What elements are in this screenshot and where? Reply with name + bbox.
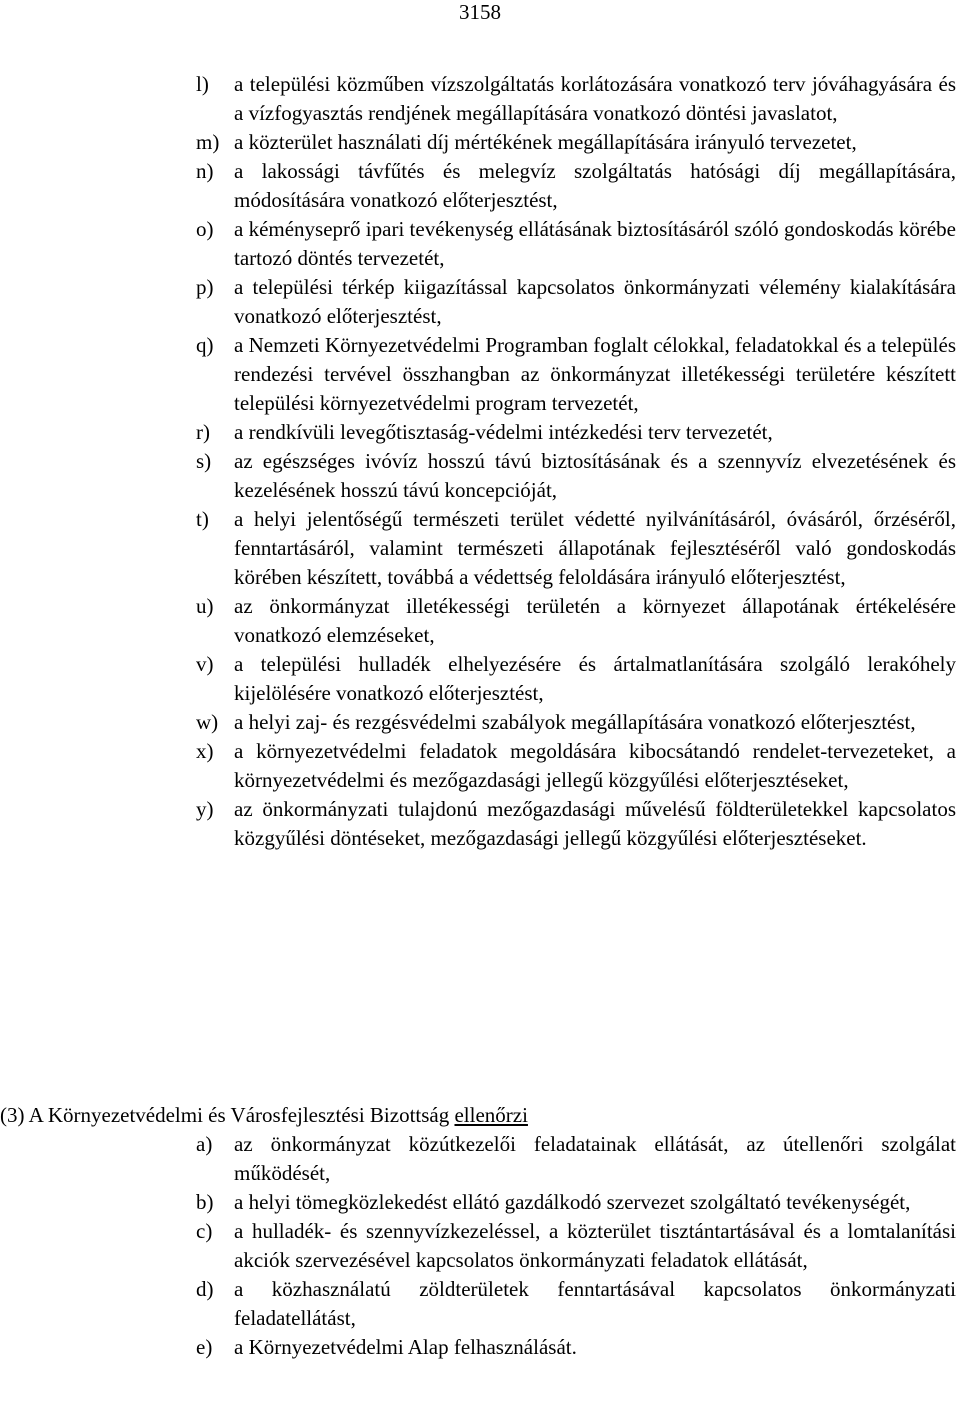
list-oversight: [0, 1130, 960, 1362]
list-item-marker: l): [196, 72, 209, 96]
list-item-text: a rendkívüli levegőtisztaság-védelmi intézkedési terv tervezetét,: [234, 420, 773, 444]
list-item: [0, 273, 960, 331]
list-item-marker: x): [196, 739, 214, 763]
list-item-text: a közhasználatú zöldterületek fenntartásával kapcsolatos önkormányzati feladatellátást,: [234, 1277, 956, 1330]
list-item-text: a Környezetvédelmi Alap felhasználását.: [234, 1335, 577, 1359]
list-item-marker: p): [196, 275, 214, 299]
list-item: [0, 128, 960, 157]
list-item: [0, 1188, 960, 1217]
list-item-marker: q): [196, 333, 214, 357]
list-item-text: a hulladék- és szennyvízkezeléssel, a közterület tisztántartásával és a lomtalanítási akciók szervezésével kapcsolatos önkormányzati feladatok ellátását,: [234, 1219, 956, 1272]
list-item-text: a kéményseprő ipari tevékenység ellátásának biztosításáról szóló gondoskodás körébe tartozó döntés tervezetét,: [234, 217, 956, 270]
list-item-marker: a): [196, 1132, 213, 1156]
list-item-text: a helyi tömegközlekedést ellátó gazdálkodó szervezet szolgáltató tevékenységét,: [234, 1190, 911, 1214]
list-item-marker: m): [196, 130, 220, 154]
list-item-marker: c): [196, 1219, 213, 1243]
list-item-text: a települési térkép kiigazítással kapcsolatos önkormányzati vélemény kialakítására vonatkozó előterjesztést,: [234, 275, 956, 328]
list-item-text: a települési hulladék elhelyezésére és ártalmatlanítására szolgáló lerakóhely kijelölésére vonatkozó előterjesztést,: [234, 652, 956, 705]
list-item-text: az önkormányzat közútkezelői feladatainak ellátását, az útellenőri szolgálat működését,: [234, 1132, 956, 1185]
list-item-marker: t): [196, 507, 209, 531]
list-item-marker: d): [196, 1277, 214, 1301]
list-item-text: a települési közműben vízszolgáltatás korlátozására vonatkozó terv jóváhagyására és a vízfogyasztás rendjének megállapítására vonatkozó döntési javaslatot,: [234, 72, 956, 125]
list-item-marker: n): [196, 159, 214, 183]
list-powers: [0, 70, 960, 853]
list-item-marker: s): [196, 449, 212, 473]
list-item: [0, 1130, 960, 1188]
list-item: [0, 795, 960, 853]
list-item-marker: e): [196, 1335, 213, 1359]
list-item-text: a lakossági távfűtés és melegvíz szolgáltatás hatósági díj megállapítására, módosítására vonatkozó előterjesztést,: [234, 159, 956, 212]
page-number: 3158: [459, 0, 501, 24]
list-item-text: a helyi zaj- és rezgésvédelmi szabályok megállapítására vonatkozó előterjesztést,: [234, 710, 916, 734]
list-item-marker: b): [196, 1190, 214, 1214]
section-3-heading-underlined: ellenőrzi: [454, 1103, 528, 1127]
list-item-text: az önkormányzat illetékességi területén a környezet állapotának értékelésére vonatkozó elemzéseket,: [234, 594, 956, 647]
list-item: [0, 70, 960, 128]
list-item-marker: u): [196, 594, 214, 618]
list-item: [0, 447, 960, 505]
list-item-text: az önkormányzati tulajdonú mezőgazdasági művelésű földterületekkel kapcsolatos közgyűlési döntéseket, mezőgazdasági jellegű közgyűlési előterjesztéseket.: [234, 797, 956, 850]
list-item-marker: v): [196, 652, 214, 676]
list-item: [0, 592, 960, 650]
list-item-marker: y): [196, 797, 214, 821]
list-item: [0, 737, 960, 795]
section-3-heading-prefix: (3) A Környezetvédelmi és Városfejlesztési Bizottság: [0, 1103, 455, 1127]
list-item-marker: r): [196, 420, 210, 444]
list-item: [0, 708, 960, 737]
section-3-heading: [0, 1101, 528, 1130]
list-item-text: a Nemzeti Környezetvédelmi Programban foglalt célokkal, feladatokkal és a település rendezési tervével összhangban az önkormányzat illetékességi területére készített települési környezetvédelmi program tervezetét,: [234, 333, 956, 415]
list-item: [0, 1275, 960, 1333]
list-item: [0, 505, 960, 592]
list-item: [0, 1333, 960, 1362]
list-item: [0, 650, 960, 708]
list-item: [0, 1217, 960, 1275]
list-item: [0, 215, 960, 273]
list-item-marker: o): [196, 217, 214, 241]
list-item-text: a közterület használati díj mértékének megállapítására irányuló tervezetet,: [234, 130, 857, 154]
list-item: [0, 331, 960, 418]
list-item: [0, 418, 960, 447]
list-item-marker: w): [196, 710, 219, 734]
list-item-text: az egészséges ivóvíz hosszú távú biztosításának és a szennyvíz elvezetésének és kezelésének hosszú távú koncepcióját,: [234, 449, 956, 502]
list-item-text: a környezetvédelmi feladatok megoldására kibocsátandó rendelet-tervezeteket, a környezetvédelmi és mezőgazdasági jellegű közgyűlési előterjesztéseket,: [234, 739, 956, 792]
list-item: [0, 157, 960, 215]
list-item-text: a helyi jelentőségű természeti terület védetté nyilvánításáról, óvásáról, őrzéséről, fenntartásáról, valamint természeti állapotának fejlesztéséről való gondoskodás körében készített, továbbá a védettség feloldására irányuló előterjesztést,: [234, 507, 956, 589]
